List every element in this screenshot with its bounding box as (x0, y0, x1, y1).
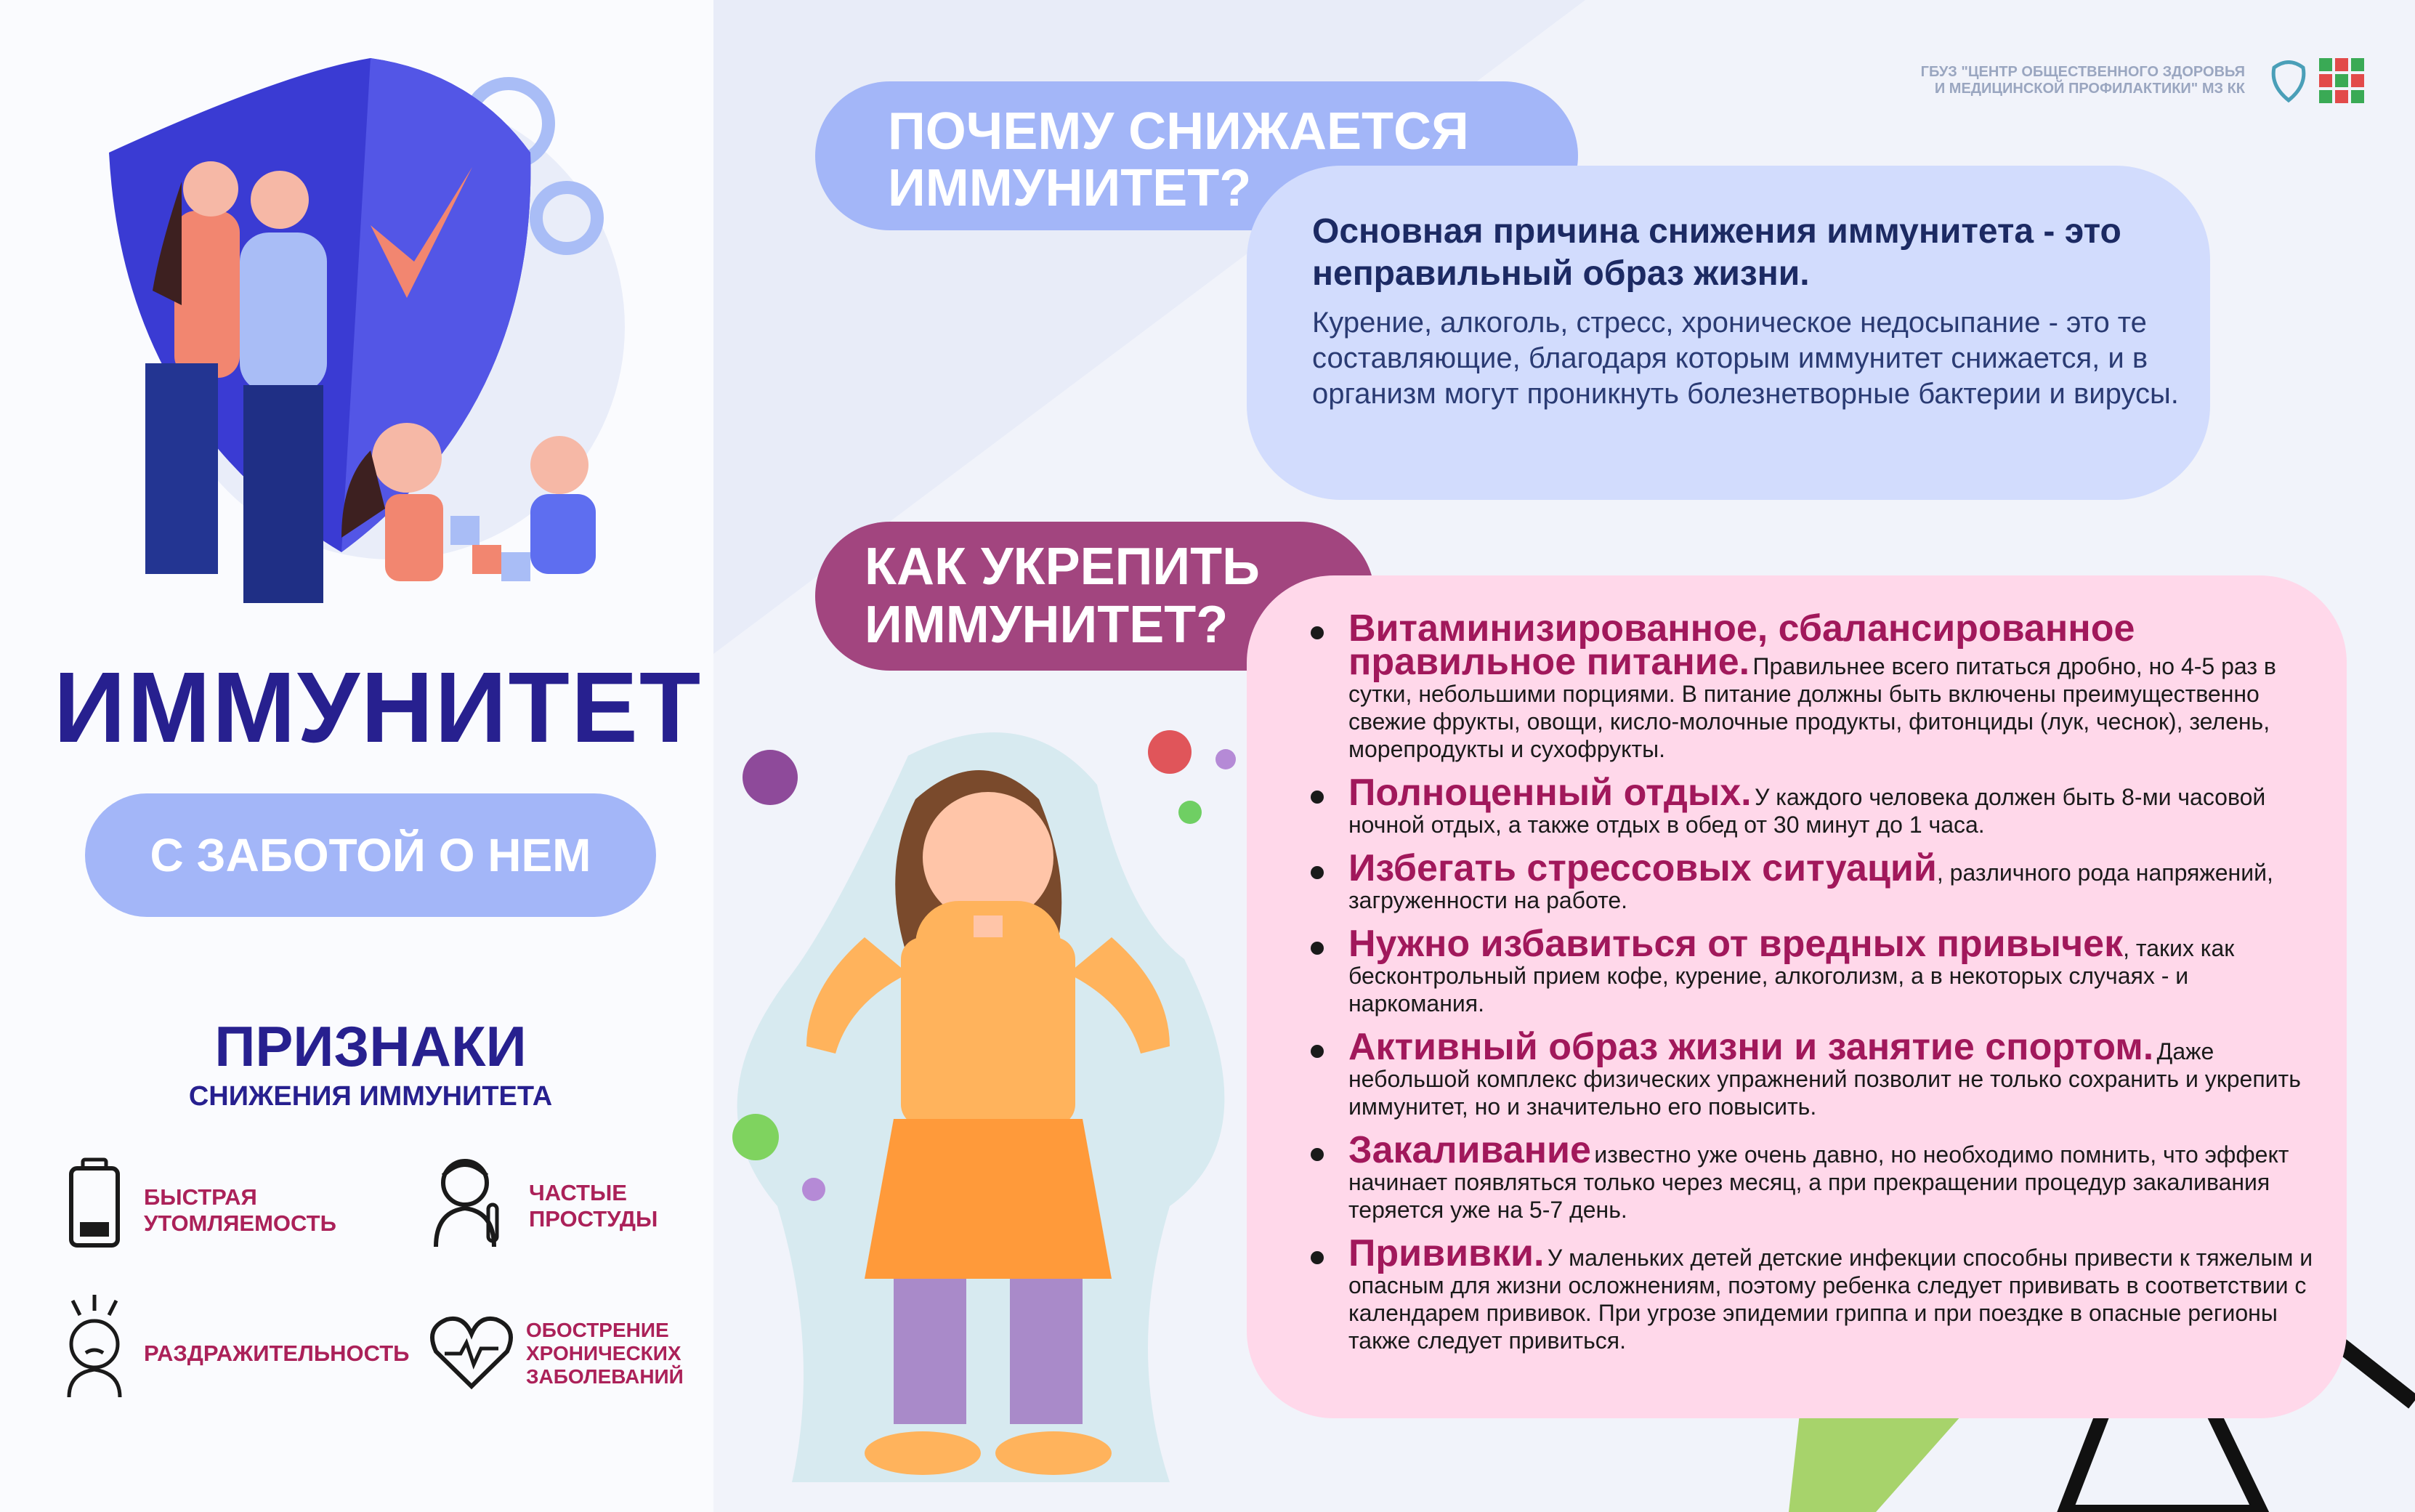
org-logo-icon (2267, 57, 2310, 103)
tip-text: известно уже очень давно, но необходимо помнить, что эффект начинает появляться только через месяц, а при прекращении процедур закаливания теряется уже на 5-7 день. (1348, 1141, 2289, 1223)
symptom-colds (529, 1180, 658, 1232)
tip-item (1348, 1026, 2315, 1120)
tip-title: Нужно избавиться от вредных привычек (1348, 923, 2124, 965)
family-shield-illustration (65, 44, 647, 610)
organization-line2: И МЕДИЦИНСКОЙ ПРОФИЛАКТИКИ" МЗ КК (1934, 81, 2245, 97)
tip-text: У каждого человека должен быть 8-ми часовой ночной отдых, а также отдых в обед от 30 минут до 1 часа. (1348, 784, 2266, 838)
bullet-icon (1311, 942, 1324, 955)
symptom-fatigue (144, 1184, 336, 1237)
organization-name (1867, 64, 2245, 97)
health-logo-icon (2318, 57, 2366, 105)
tip-item (1348, 1129, 2315, 1224)
bullet-icon (1311, 1045, 1324, 1058)
symptom-chronic-line2: ХРОНИЧЕСКИХ (526, 1342, 681, 1365)
tip-item (1348, 847, 2315, 914)
why-heading: Основная причина снижения иммунитета - это неправильный образ жизни. (1312, 212, 2121, 293)
tip-item (1348, 923, 2315, 1017)
tip-title: Прививки. (1348, 1232, 1545, 1274)
bullet-icon (1311, 1251, 1324, 1264)
battery-low-icon (67, 1157, 122, 1250)
how-title-line2: ИММУНИТЕТ? (865, 596, 1229, 654)
why-title-line1: ПОЧЕМУ СНИЖАЕТСЯ (888, 102, 1469, 161)
care-pill-label: С ЗАБОТОЙ О НЕМ (150, 829, 591, 881)
tip-item (1348, 607, 2315, 763)
signs-title: ПРИЗНАКИ (214, 1014, 527, 1078)
bullet-icon (1311, 866, 1324, 879)
symptom-colds-line2: ПРОСТУДЫ (529, 1206, 658, 1232)
tip-text: Правильнее всего питаться дробно, но 4-5 раз в сутки, небольшими порциями. В питание должны быть включены преимущественно свежие фрукты, овощи, кисло-молочные продукты, фитонциды (лук, чеснок), зелень, морепродукты и сухофрукты. (1348, 653, 2276, 762)
sick-person-icon (429, 1154, 507, 1248)
bullet-icon (1311, 626, 1324, 639)
stressed-face-icon (58, 1293, 131, 1399)
symptom-chronic-line1: ОБОСТРЕНИЕ (526, 1319, 669, 1341)
tip-text: У маленьких детей детские инфекции способны привести к тяжелым и опасным для жизни осложнениям, поэтому ребенка следует прививать в соответствии с календарем прививок. При угрозе эпидемии гриппа и при поездке в опасные регионы также следует привиться. (1348, 1245, 2313, 1354)
symptom-colds-line1: ЧАСТЫЕ (529, 1180, 627, 1205)
tip-title: Закаливание (1348, 1129, 1591, 1171)
tip-item (1348, 772, 2315, 838)
care-pill (85, 793, 656, 917)
left-panel (0, 0, 713, 1512)
symptom-irritability: РАЗДРАЖИТЕЛЬНОСТЬ (144, 1341, 410, 1366)
tip-item (1348, 1232, 2315, 1354)
tip-title: Полноценный отдых. (1348, 772, 1752, 814)
girl-illustration (719, 698, 1242, 1504)
symptom-fatigue-line2: УТОМЛЯЕМОСТЬ (144, 1210, 336, 1236)
tip-title: Витаминизированное, сбалансированное правильное питание. (1348, 607, 2135, 683)
tips-list (1348, 607, 2315, 1367)
why-text: Курение, алкоголь, стресс, хроническое недосыпание - это те составляющие, благодаря которым иммунитет снижается, и в организм могут проникнуть болезнетворные бактерии и вирусы. (1312, 307, 2179, 410)
heart-pulse-icon (429, 1314, 514, 1390)
tip-title: Избегать стрессовых ситуаций (1348, 847, 1937, 889)
how-title (865, 538, 1260, 654)
organization-line1: ГБУЗ "ЦЕНТР ОБЩЕСТВЕННОГО ЗДОРОВЬЯ (1920, 64, 2245, 80)
symptom-chronic-line3: ЗАБОЛЕВАНИЙ (526, 1365, 684, 1388)
tip-text: Даже небольшой комплекс физических упражнений позволит не только сохранить и укрепить иммунитет, но и значительно его повысить. (1348, 1038, 2301, 1120)
symptom-chronic (526, 1319, 684, 1388)
symptom-fatigue-line1: БЫСТРАЯ (144, 1184, 257, 1210)
bullet-icon (1311, 1148, 1324, 1161)
tip-title: Активный образ жизни и занятие спортом. (1348, 1026, 2154, 1068)
tip-text: , таких как бесконтрольный прием кофе, курение, алкоголизм, а в некоторых случаях - и наркомания. (1348, 935, 2235, 1016)
tip-text: , различного рода напряжений, загруженности на работе. (1348, 860, 2273, 913)
page-title: ИММУНИТЕТ (53, 652, 703, 764)
bullet-icon (1311, 791, 1324, 804)
why-title-line2: ИММУНИТЕТ? (888, 159, 1252, 217)
how-answer-bubble (1247, 575, 2347, 1418)
why-answer-bubble (1247, 166, 2210, 500)
how-title-line1: КАК УКРЕПИТЬ (865, 538, 1260, 596)
signs-subtitle: СНИЖЕНИЯ ИММУНИТЕТА (188, 1081, 553, 1112)
